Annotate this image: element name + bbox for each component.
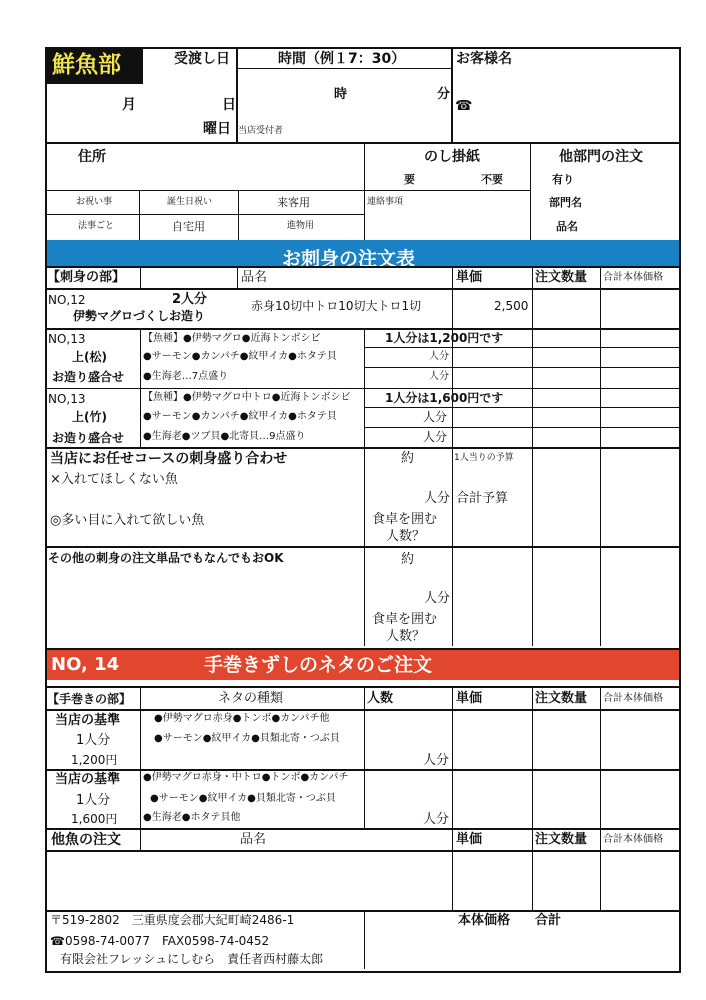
- other-approx: 約: [401, 552, 415, 567]
- temaki-section: 【手巻きの部】: [47, 692, 132, 706]
- no13b-grade: 上(竹): [72, 410, 107, 424]
- no12-price: 2,500: [494, 299, 529, 313]
- other-per: 人分: [424, 591, 451, 606]
- temaki-col-price: 単価: [456, 691, 483, 706]
- noshi-need-option[interactable]: 要: [404, 173, 415, 186]
- no13b-id: NO,13: [48, 392, 86, 406]
- no12-id: NO,12: [48, 293, 86, 307]
- no13a-id: NO,13: [48, 332, 86, 346]
- brand-label: 鮮魚部: [52, 52, 121, 78]
- footer-address: 〒519-2802 三重県度会郡大紀町崎2486-1: [50, 913, 295, 927]
- option-birthday[interactable]: 誕生日祝い: [167, 197, 213, 207]
- omakase-per: 人分: [424, 491, 451, 506]
- minute-label: 分: [437, 87, 451, 102]
- no13b-fish-1: 【魚種】●伊勢マグロ中トロ●近海トンボシビ: [143, 392, 351, 403]
- budget-per-person: 1人当りの予算: [454, 453, 514, 463]
- other-fish-title: 他魚の注文: [51, 832, 121, 848]
- temaki-title: 手巻きずしのネタのご注文: [204, 654, 433, 676]
- noshi-label: のし掛紙: [424, 149, 480, 165]
- temaki-a-neta-2: ●サーモン●紋甲イカ●貝類北寄・つぶ貝: [154, 733, 340, 744]
- omakase-approx: 約: [401, 451, 415, 466]
- temaki-no: NO, 14: [51, 654, 120, 675]
- temaki-b-title: 当店の基準: [55, 772, 121, 787]
- no13a-name: お造り盛合せ: [52, 370, 125, 384]
- omakase-table-1: 食卓を囲む: [372, 512, 438, 527]
- item-name-label: 品名: [556, 220, 578, 233]
- contact-label: 連絡事項: [367, 197, 404, 207]
- temaki-a-people: 1人分: [76, 733, 111, 748]
- option-gift[interactable]: 進物用: [287, 221, 315, 231]
- temaki-b-neta-2: ●サーモン●紋甲イカ●貝類北寄・つぶ貝: [150, 793, 336, 804]
- noshi-noneed-option[interactable]: 不要: [481, 173, 503, 186]
- other-table-1: 食卓を囲む: [372, 612, 438, 627]
- weekday-label: 曜日: [203, 121, 231, 137]
- budget-total: 合計予算: [456, 491, 509, 506]
- other-table-2: 人数？: [386, 629, 426, 644]
- col-people: 人数: [367, 691, 394, 706]
- no13a-grade: 上(松): [72, 350, 107, 364]
- no13b-price: 1人分は1,600円です: [385, 391, 504, 405]
- temaki-b-neta-3: ●生海老●ホタテ貝他: [143, 812, 241, 823]
- temaki-b-per: 人分: [423, 812, 450, 827]
- option-guest[interactable]: 来客用: [277, 196, 310, 209]
- omakase-table-2: 人数？: [386, 529, 426, 544]
- temaki-b-people: 1人分: [76, 793, 111, 808]
- temaki-a-price: 1,200円: [71, 753, 118, 767]
- option-memorial[interactable]: 法事ごと: [78, 221, 115, 231]
- footer-company: 有限会社フレッシュにしむら 責任者西村藤太郎: [60, 952, 324, 966]
- address-label: 住所: [78, 149, 106, 165]
- col-item-name: 品名: [241, 270, 268, 285]
- other-fish-col-price: 単価: [456, 832, 483, 847]
- temaki-a-title: 当店の基準: [55, 713, 121, 728]
- month-label: 月: [122, 97, 136, 113]
- temaki-b-price: 1,600円: [71, 812, 118, 826]
- other-fish-col-total: 合計本体価格: [603, 834, 663, 845]
- col-total-price: 合計本体価格: [603, 272, 663, 283]
- no12-people: 2人分: [172, 292, 208, 307]
- col-neta: ネタの種類: [218, 691, 284, 706]
- hour-label: 時: [334, 87, 348, 102]
- dept-name-label: 部門名: [549, 196, 582, 209]
- staff-label: 当店受付者: [238, 126, 284, 136]
- no13a-fish-2: ●サーモン●カンパチ●紋甲イカ●ホタテ貝: [143, 351, 337, 362]
- no13a-fish-3: ●生海老…7点盛り: [143, 371, 229, 382]
- no13b-per-1: 人分: [423, 410, 448, 424]
- day-label: 日: [222, 97, 236, 113]
- temaki-b-neta-1: ●伊勢マグロ赤身・中トロ●トンボ●カンパチ: [143, 772, 349, 783]
- no13b-fish-3: ●生海老●ツブ貝●北寄貝…9点盛り: [143, 431, 306, 442]
- option-celebration[interactable]: お祝い事: [76, 197, 113, 207]
- other-sashimi-title: その他の刺身の注文単品でもなんでもおOK: [48, 551, 284, 565]
- no13b-fish-2: ●サーモン●カンパチ●紋甲イカ●ホタテ貝: [143, 411, 337, 422]
- temaki-a-per: 人分: [423, 753, 450, 768]
- no13b-per-2: 人分: [423, 430, 448, 444]
- col-order-qty: 注文数量: [535, 270, 588, 285]
- footer-total: 合計: [535, 913, 562, 928]
- no13a-per-1: 人分: [429, 351, 449, 362]
- sashimi-section-label: 【刺身の部】: [47, 270, 126, 285]
- omakase-include: ◎多い目に入れて欲しい魚: [50, 513, 205, 528]
- temaki-a-neta-1: ●伊勢マグロ赤身●トンボ●カンパチ他: [154, 713, 330, 724]
- temaki-col-total: 合計本体価格: [603, 693, 663, 704]
- no12-desc: 赤身10切中トロ10切大トロ1切: [251, 299, 422, 313]
- col-unit-price: 単価: [456, 270, 483, 285]
- footer-tel: ☎0598-74-0077 FAX0598-74-0452: [50, 934, 270, 948]
- no13a-per-2: 人分: [429, 371, 449, 382]
- no13b-name: お造り盛合せ: [52, 431, 125, 445]
- no13a-fish-1: 【魚種】●伊勢マグロ●近海トンボシビ: [143, 333, 321, 344]
- omakase-title: 当店にお任せコースの刺身盛り合わせ: [50, 451, 288, 467]
- no12-name: 伊勢マグロづくしお造り: [73, 309, 206, 323]
- other-fish-col-name: 品名: [240, 832, 267, 847]
- option-home[interactable]: 自宅用: [172, 220, 205, 233]
- temaki-col-qty: 注文数量: [535, 691, 588, 706]
- sashimi-title: お刺身の注文表: [282, 248, 416, 270]
- time-label: 時間（例１7：30）: [278, 51, 406, 67]
- no13a-price: 1人分は1,200円です: [385, 331, 504, 345]
- omakase-exclude: ×入れてほしくない魚: [50, 472, 178, 487]
- customer-name-label: お客様名: [456, 51, 512, 67]
- other-dept-label: 他部門の注文: [559, 149, 643, 165]
- footer-net-price: 本体価格: [458, 913, 511, 928]
- phone-icon: ☎: [455, 98, 473, 114]
- other-dept-yes: 有り: [552, 173, 574, 186]
- delivery-date-label: 受渡し日: [174, 51, 230, 67]
- other-fish-col-qty: 注文数量: [535, 832, 588, 847]
